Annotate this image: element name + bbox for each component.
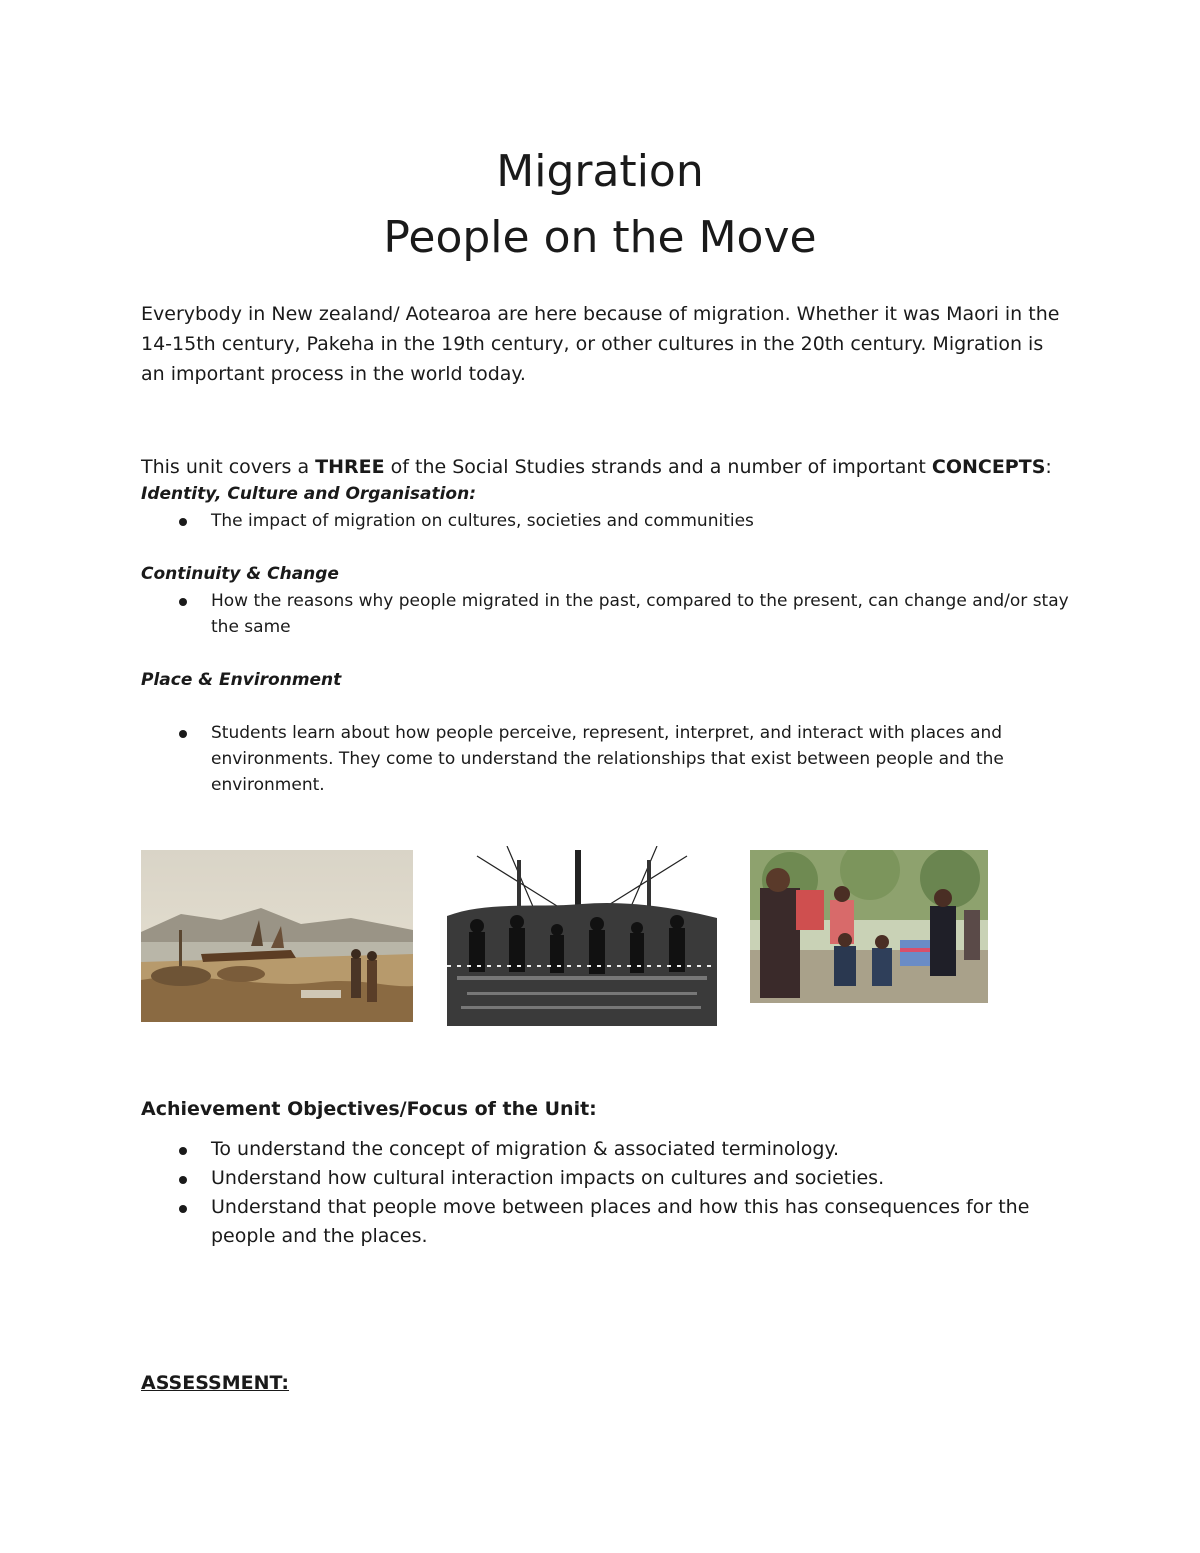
covers-bold-concepts: CONCEPTS bbox=[931, 456, 1046, 478]
covers-bold-three: THREE bbox=[315, 456, 385, 478]
strand-heading-place: Place & Environment bbox=[141, 670, 342, 690]
bullet-icon bbox=[179, 1176, 187, 1184]
bullet-icon bbox=[179, 1147, 187, 1155]
covers-text-post: : bbox=[1045, 456, 1052, 478]
refugee-family-photo-image bbox=[750, 850, 988, 1003]
list-item-text: To understand the concept of migration & associated terminology. bbox=[211, 1138, 840, 1160]
achievement-objectives-heading: Achievement Objectives/Focus of the Unit: bbox=[141, 1098, 597, 1120]
achievement-objectives-list bbox=[141, 1135, 1071, 1251]
covers-text-mid: of the Social Studies strands and a number of important bbox=[384, 456, 932, 478]
list-item-text: How the reasons why people migrated in the past, compared to the present, can change and/or stay the same bbox=[211, 591, 1069, 637]
emigrant-ship-engraving-image bbox=[447, 846, 717, 1026]
page-subtitle: People on the Move bbox=[383, 212, 817, 263]
list-item-text: Students learn about how people perceive, represent, interpret, and interact with places and environments. They come to understand the relationships that exist between people and the environment. bbox=[211, 723, 1004, 795]
bullet-icon bbox=[179, 518, 187, 526]
list-item-text: Understand that people move between places and how this has consequences for the people and the places. bbox=[211, 1196, 1030, 1247]
page-title: Migration bbox=[496, 146, 704, 197]
strand-heading-continuity: Continuity & Change bbox=[141, 564, 339, 584]
list-item bbox=[141, 1193, 1071, 1251]
assessment-heading: ASSESSMENT: bbox=[141, 1372, 290, 1394]
strand-list-continuity bbox=[141, 588, 1071, 640]
bullet-icon bbox=[179, 730, 187, 738]
list-item-text: The impact of migration on cultures, societies and communities bbox=[211, 511, 754, 531]
intro-paragraph: Everybody in New zealand/ Aotearoa are here because of migration. Whether it was Maori in the 14-15th century, Pakeha in the 19th century, or other cultures in the 20th century. Migration is an important process in the world today. bbox=[141, 303, 1060, 385]
covers-text-pre: This unit covers a bbox=[141, 456, 316, 478]
list-item bbox=[141, 720, 1071, 798]
maori-canoe-painting-image bbox=[141, 850, 413, 1022]
list-item bbox=[141, 1164, 1071, 1193]
strand-list-place bbox=[141, 720, 1071, 798]
list-item bbox=[141, 508, 1071, 534]
bullet-icon bbox=[179, 1205, 187, 1213]
bullet-icon bbox=[179, 598, 187, 606]
strand-heading-identity: Identity, Culture and Organisation: bbox=[141, 484, 477, 504]
list-item bbox=[141, 588, 1071, 640]
strand-list-identity bbox=[141, 508, 1071, 534]
list-item-text: Understand how cultural interaction impacts on cultures and societies. bbox=[211, 1167, 885, 1189]
list-item bbox=[141, 1135, 1071, 1164]
unit-covers-sentence bbox=[141, 453, 1101, 481]
